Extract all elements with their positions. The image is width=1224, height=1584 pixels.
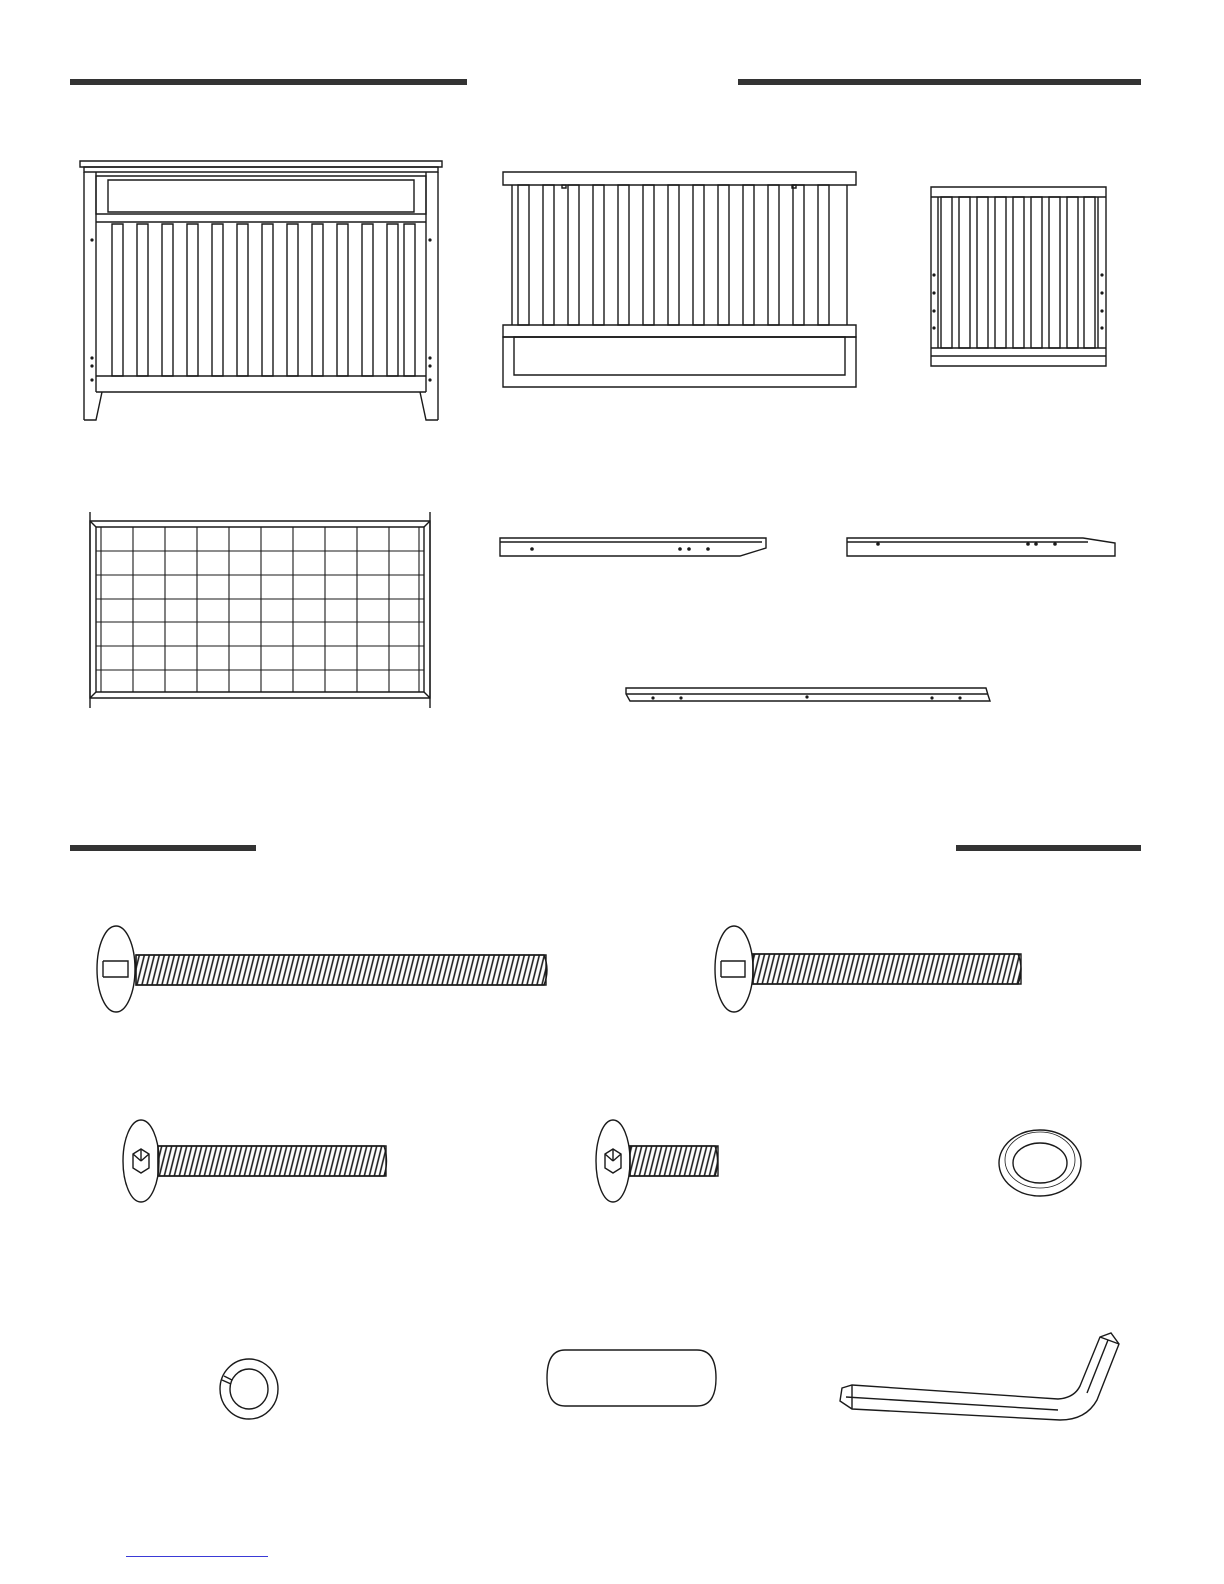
front-rail-panel <box>503 172 856 387</box>
medium-slotted-bolt <box>715 926 1021 1012</box>
short-hex-bolt <box>596 1120 718 1202</box>
mattress-support-spring <box>90 512 430 708</box>
footer-link-underline[interactable] <box>126 1556 268 1557</box>
barrel-nut <box>547 1350 716 1406</box>
left-side-rail <box>500 538 766 556</box>
long-slotted-bolt <box>97 926 547 1012</box>
side-panel <box>931 187 1106 366</box>
lock-washer <box>220 1359 278 1419</box>
stabilizer-bar <box>626 688 990 701</box>
long-hex-bolt <box>123 1120 387 1202</box>
headboard-panel <box>80 161 442 420</box>
flat-washer <box>999 1130 1081 1196</box>
right-side-rail <box>847 538 1115 556</box>
allen-wrench <box>840 1333 1119 1420</box>
